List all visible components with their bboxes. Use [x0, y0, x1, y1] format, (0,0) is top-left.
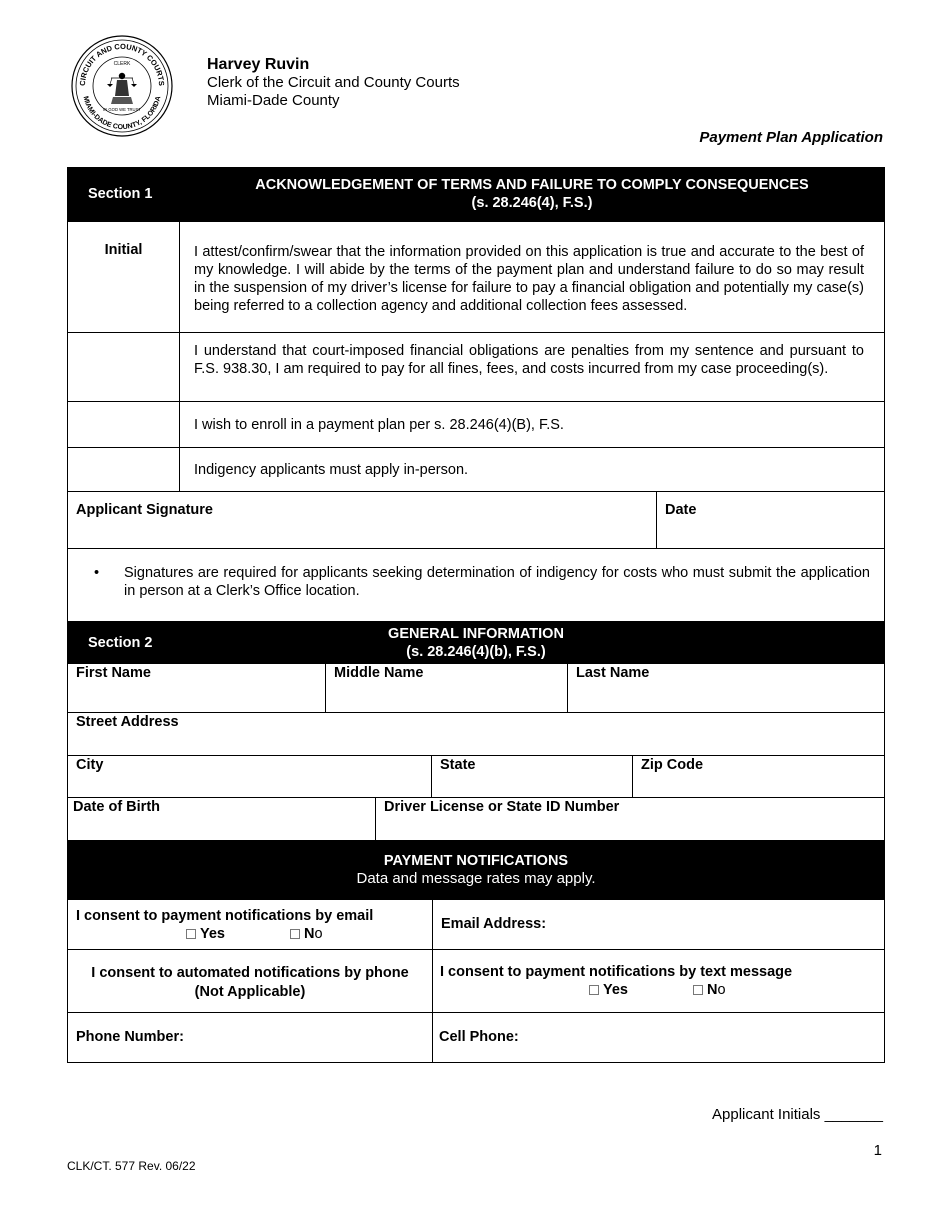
- page-number: 1: [873, 1142, 882, 1159]
- statement-text: I attest/confirm/swear that the information provided on this application is true and accurate to the best of my knowledge. I will abide by the terms of the payment plan and understand failure to do so may result in the suspension of my driver’s license for failure to pay a financial obligation and potentially my case(s) being referred to a collection agency and additional collection fees assessed.: [194, 244, 864, 314]
- city-label: City: [76, 757, 104, 773]
- text-consent-yes[interactable]: [589, 982, 628, 998]
- section1-header: [67, 167, 885, 221]
- applicant-signature-field[interactable]: [67, 491, 657, 549]
- state-field[interactable]: [431, 755, 633, 798]
- email-consent-field: [67, 899, 433, 950]
- date-of-birth-label: Date of Birth: [73, 799, 160, 815]
- first-name-label: First Name: [76, 665, 151, 681]
- phone-consent-label: I consent to automated notifications by phone: [91, 965, 409, 981]
- signature-date-field[interactable]: [656, 491, 885, 549]
- email-address-label: Email Address:: [441, 916, 547, 932]
- initial-box-2[interactable]: [67, 332, 180, 402]
- yes-label: Yes: [200, 926, 225, 942]
- statement-enroll: [179, 401, 885, 448]
- middle-name-label: Middle Name: [334, 665, 424, 681]
- email-consent-no[interactable]: [290, 926, 323, 942]
- section2-label: Section 2: [88, 634, 153, 651]
- cell-phone-label: Cell Phone:: [439, 1029, 519, 1045]
- street-address-label: Street Address: [76, 714, 179, 730]
- indigency-note: [67, 548, 885, 622]
- form-title: Payment Plan Application: [699, 129, 883, 146]
- section1-title: ACKNOWLEDGEMENT OF TERMS AND FAILURE TO COMPLY CONSEQUENCES: [255, 177, 809, 193]
- statement-indigency: [179, 447, 885, 492]
- zip-code-label: Zip Code: [641, 757, 704, 773]
- clerk-county: Miami-Dade County: [207, 92, 340, 109]
- first-name-field[interactable]: [67, 663, 326, 713]
- phone-number-field[interactable]: [67, 1012, 433, 1063]
- zip-code-field[interactable]: [632, 755, 885, 798]
- checkbox-icon[interactable]: [589, 985, 599, 995]
- initial-label: Initial: [104, 242, 143, 258]
- applicant-signature-label: Applicant Signature: [76, 502, 213, 518]
- statement-text: I understand that court-imposed financial obligations are penalties from my sentence and pursuant to F.S. 938.30, I am required to pay for all fines, fees, and costs incurred from my case proceeding(s).: [194, 343, 864, 377]
- initial-box-4[interactable]: [67, 447, 180, 492]
- initial-box-3[interactable]: [67, 401, 180, 448]
- statement-obligations: [179, 332, 885, 402]
- section1-label: Section 1: [88, 186, 153, 202]
- no-label: N: [304, 926, 315, 942]
- indigency-note-text: Signatures are required for applicants seeking determination of indigency for costs who must submit the application in person at a Clerk’s Office location.: [124, 565, 870, 599]
- form-number: CLK/CT. 577 Rev. 06/22: [67, 1159, 196, 1173]
- initial-box-1[interactable]: [67, 221, 180, 333]
- yes-label: Yes: [603, 982, 628, 998]
- statement-text: I wish to enroll in a payment plan per s. 28.246(4)(B), F.S.: [194, 417, 564, 433]
- cell-phone-field[interactable]: [432, 1012, 885, 1063]
- email-consent-label: I consent to payment notifications by email: [76, 908, 374, 924]
- email-consent-yes[interactable]: [186, 926, 225, 942]
- clerk-seal-logo: [71, 34, 173, 138]
- city-field[interactable]: [67, 755, 432, 798]
- section2-statute: (s. 28.246(4)(b), F.S.): [406, 643, 546, 660]
- phone-consent-field: [67, 949, 433, 1013]
- checkbox-icon[interactable]: [290, 929, 300, 939]
- section2-title: GENERAL INFORMATION: [388, 625, 564, 642]
- last-name-label: Last Name: [576, 665, 650, 681]
- svg-text:IN GOD WE TRUST: IN GOD WE TRUST: [103, 107, 141, 112]
- phone-number-label: Phone Number:: [76, 1029, 184, 1045]
- signature-date-label: Date: [665, 502, 697, 518]
- section2-header: [67, 621, 885, 664]
- clerk-header: [207, 56, 460, 110]
- statement-text: Indigency applicants must apply in-person.: [194, 462, 469, 478]
- text-consent-no[interactable]: [693, 982, 726, 998]
- text-consent-label: I consent to payment notifications by text message: [440, 964, 793, 980]
- clerk-name: Harvey Ruvin: [207, 56, 310, 73]
- payment-notifications-subtitle: Data and message rates may apply.: [356, 870, 596, 887]
- checkbox-icon[interactable]: [186, 929, 196, 939]
- bullet: •: [94, 565, 100, 581]
- driver-license-field[interactable]: [375, 797, 885, 841]
- last-name-field[interactable]: [567, 663, 885, 713]
- svg-text:CLERK: CLERK: [113, 61, 131, 67]
- payment-notifications-title: PAYMENT NOTIFICATIONS: [383, 853, 569, 869]
- no-label-suffix: o: [717, 982, 726, 998]
- street-address-field[interactable]: [67, 712, 885, 756]
- checkbox-icon[interactable]: [693, 985, 703, 995]
- statement-attest: [179, 221, 885, 333]
- driver-license-label: Driver License or State ID Number: [384, 799, 620, 815]
- phone-consent-note: (Not Applicable): [194, 984, 306, 1000]
- applicant-initials-line[interactable]: Applicant Initials _______: [712, 1106, 883, 1123]
- text-consent-field: [432, 949, 885, 1013]
- email-address-field[interactable]: [432, 899, 885, 950]
- no-label-suffix: o: [314, 926, 323, 942]
- section1-statute: (s. 28.246(4), F.S.): [471, 195, 593, 211]
- clerk-office: Clerk of the Circuit and County Courts: [207, 74, 460, 91]
- svg-text:CIRCUIT AND COUNTY COURTS: CIRCUIT AND COUNTY COURTS: [77, 41, 167, 87]
- no-label: N: [707, 982, 718, 998]
- svg-text:MIAMI-DADE COUNTY, FLORIDA: MIAMI-DADE COUNTY, FLORIDA: [81, 95, 163, 132]
- payment-notifications-header: [67, 840, 885, 900]
- state-label: State: [440, 757, 476, 773]
- date-of-birth-field[interactable]: [67, 797, 376, 841]
- middle-name-field[interactable]: [325, 663, 568, 713]
